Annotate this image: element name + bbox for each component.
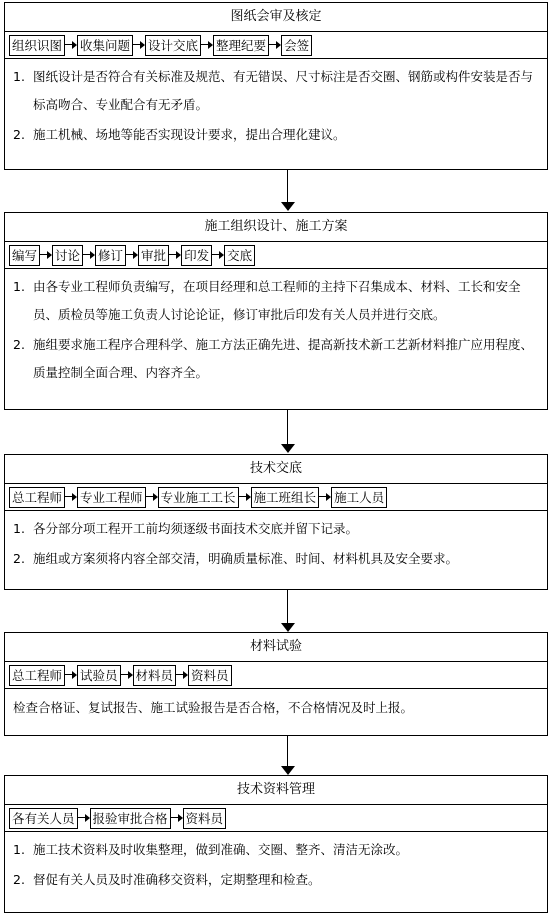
item-number: 2. [13, 872, 25, 887]
arrow-right-icon [121, 670, 133, 680]
flow-step: 专业工程师 [77, 487, 146, 508]
arrow-down-icon [281, 444, 295, 453]
flow-step: 编写 [9, 245, 40, 266]
item-number: 1. [13, 842, 25, 857]
connector-line [287, 170, 288, 202]
arrow-right-icon [83, 250, 95, 260]
process-flow [5, 32, 547, 59]
connector-line [287, 590, 288, 623]
requirements-list [5, 269, 547, 395]
flow-step: 资料员 [183, 808, 227, 829]
flow-step: 修订 [95, 245, 126, 266]
flow-step: 施工班组长 [251, 487, 320, 508]
arrow-down-icon [281, 766, 295, 775]
flow-step: 印发 [181, 245, 212, 266]
arrow-right-icon [212, 250, 224, 260]
list-item [13, 836, 539, 864]
flow-step: 资料员 [188, 665, 232, 686]
section-drawing-review [4, 2, 548, 170]
item-text: 图纸设计是否符合有关标准及规范、有无错误、尺寸标注是否交圈、钢筋或构件安装是否与标高吻合、专业配合有无矛盾。 [33, 69, 534, 112]
arrow-right-icon [319, 492, 331, 502]
arrow-right-icon [65, 40, 77, 50]
item-number: 2. [13, 337, 25, 352]
item-text: 施工技术资料及时收集整理，做到准确、交圈、整齐、清洁无涂改。 [33, 842, 409, 857]
flow-step: 试验员 [77, 665, 121, 686]
flow-step: 总工程师 [9, 665, 65, 686]
item-text: 施组要求施工程序合理科学、施工方法正确先进、提高新技术新工艺新材料推广应用程度、质量控制全面合理、内容齐全。 [33, 337, 534, 380]
list-item [13, 866, 539, 894]
flow-step: 设计交底 [145, 35, 201, 56]
list-item [13, 273, 539, 329]
arrow-right-icon [146, 492, 158, 502]
item-text: 施工机械、场地等能否实现设计要求，提出合理化建议。 [33, 127, 346, 142]
process-flow [5, 242, 547, 269]
flow-step: 组织识图 [9, 35, 65, 56]
arrow-right-icon [176, 670, 188, 680]
section-title: 材料试验 [5, 633, 547, 662]
flow-step: 交底 [224, 245, 255, 266]
flow-step: 施工人员 [331, 487, 387, 508]
flow-step: 整理纪要 [213, 35, 269, 56]
arrow-right-icon [133, 40, 145, 50]
flow-step: 审批 [138, 245, 169, 266]
arrow-right-icon [239, 492, 251, 502]
list-item [13, 515, 539, 543]
flow-step: 报验审批合格 [90, 808, 171, 829]
section-construction-plan [4, 212, 548, 410]
connector-line [287, 410, 288, 444]
item-text: 各分部分项工程开工前均须逐级书面技术交底并留下记录。 [33, 521, 359, 536]
arrow-right-icon [269, 40, 281, 50]
arrow-right-icon [171, 813, 183, 823]
item-number: 2. [13, 551, 25, 566]
requirements-list [5, 832, 547, 902]
section-material-testing [4, 632, 548, 736]
process-flow [5, 805, 547, 832]
section-title: 技术资料管理 [5, 776, 547, 805]
section-technical-briefing [4, 454, 548, 590]
item-text: 施组或方案须将内容全部交清，明确质量标准、时间、材料机具及安全要求。 [33, 551, 459, 566]
section-title: 技术交底 [5, 455, 547, 484]
arrow-right-icon [201, 40, 213, 50]
item-number: 2. [13, 127, 25, 142]
section-title: 图纸会审及核定 [5, 3, 547, 32]
requirement-text: 检查合格证、复试报告、施工试验报告是否合格，不合格情况及时上报。 [13, 700, 414, 715]
process-flow [5, 484, 547, 511]
flow-step: 讨论 [52, 245, 83, 266]
list-item [13, 331, 539, 387]
requirements-list [5, 59, 547, 157]
arrow-right-icon [126, 250, 138, 260]
flow-step: 收集问题 [77, 35, 133, 56]
section-title: 施工组织设计、施工方案 [5, 213, 547, 242]
list-item [13, 545, 539, 573]
flow-step: 会签 [281, 35, 312, 56]
item-number: 1. [13, 279, 25, 294]
item-number: 1. [13, 69, 25, 84]
flow-step: 专业施工工长 [158, 487, 239, 508]
list-item [13, 63, 539, 119]
arrow-right-icon [169, 250, 181, 260]
section-technical-documents [4, 775, 548, 913]
requirements-list [5, 511, 547, 581]
item-text: 由各专业工程师负责编写，在项目经理和总工程师的主持下召集成本、材料、工长和安全员、质检员等施工负责人讨论论证，修订审批后印发有关人员并进行交底。 [33, 279, 521, 322]
arrow-right-icon [65, 670, 77, 680]
list-item [13, 121, 539, 149]
item-number: 1. [13, 521, 25, 536]
arrow-down-icon [281, 202, 295, 211]
flow-step: 总工程师 [9, 487, 65, 508]
flow-step: 材料员 [133, 665, 177, 686]
arrow-right-icon [78, 813, 90, 823]
item-text: 督促有关人员及时准确移交资料，定期整理和检查。 [33, 872, 321, 887]
arrow-right-icon [65, 492, 77, 502]
arrow-right-icon [40, 250, 52, 260]
process-flow [5, 662, 547, 689]
arrow-down-icon [281, 623, 295, 632]
connector-line [287, 736, 288, 766]
flow-step: 各有关人员 [9, 808, 78, 829]
